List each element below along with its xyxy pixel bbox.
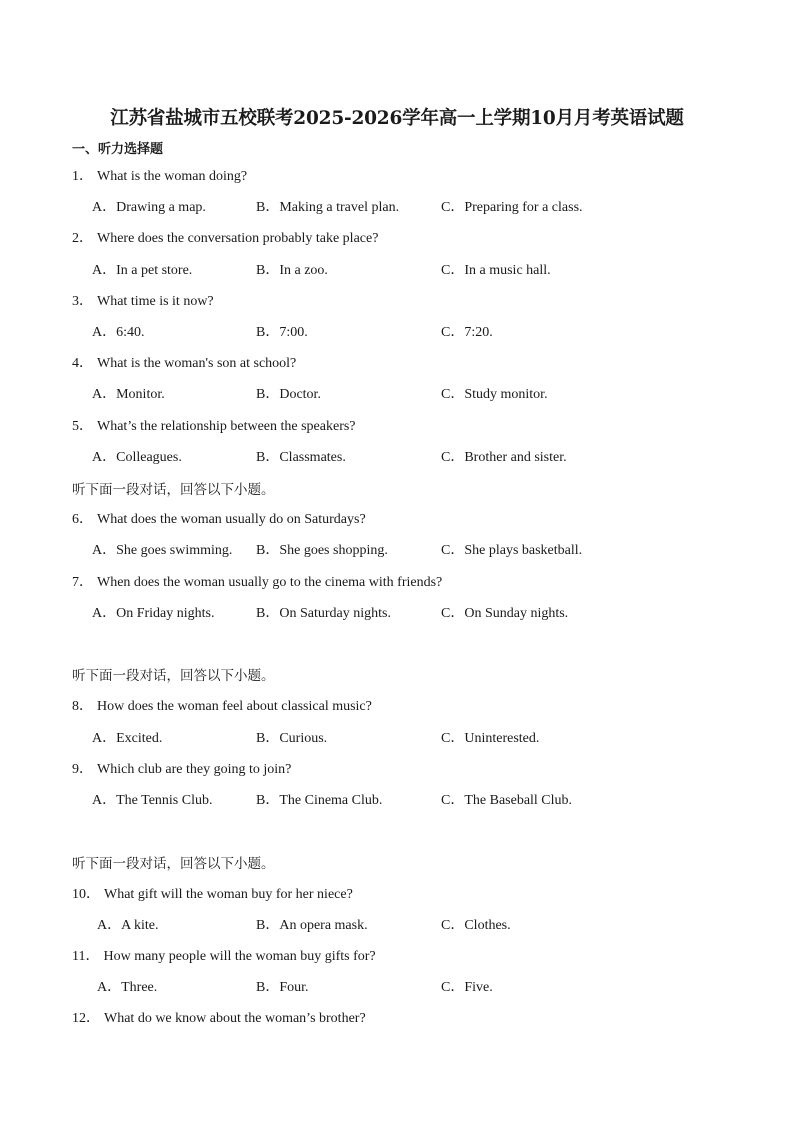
option-10a: A．A kite.	[97, 918, 159, 933]
option-6a: A．She goes swimming.	[92, 543, 233, 558]
option-9c: C．The Baseball Club.	[441, 793, 573, 808]
option-11b: B．Four.	[256, 980, 309, 995]
option-5a: A．Colleagues.	[92, 450, 182, 465]
option-4b: B．Doctor.	[256, 387, 321, 402]
option-3c: C．7:20.	[441, 325, 493, 340]
question-9: 9． Which club are they going to join?	[72, 762, 292, 777]
question-6: 6． What does the woman usually do on Saturdays?	[72, 512, 366, 527]
option-3b: B．7:00.	[256, 325, 308, 340]
option-8c: C．Uninterested.	[441, 731, 540, 746]
question-10: 10． What gift will the woman buy for her niece?	[72, 887, 353, 902]
instruction-2: 听下面一段对话，回答以下小题。	[72, 668, 275, 684]
question-2: 2． Where does the conversation probably take place?	[72, 231, 379, 246]
option-2c: C．In a music hall.	[441, 263, 551, 278]
option-8b: B．Curious.	[256, 731, 328, 746]
instruction-3: 听下面一段对话，回答以下小题。	[72, 856, 275, 872]
option-1b: B．Making a travel plan.	[256, 200, 400, 215]
option-1a: A．Drawing a map.	[92, 200, 206, 215]
question-5: 5． What’s the relationship between the speakers?	[72, 419, 356, 434]
option-7b: B．On Saturday nights.	[256, 606, 391, 621]
question-12: 12． What do we know about the woman’s brother?	[72, 1011, 366, 1026]
question-8: 8． How does the woman feel about classical music?	[72, 699, 372, 714]
option-5b: B．Classmates.	[256, 450, 346, 465]
question-3: 3． What time is it now?	[72, 294, 214, 309]
option-10c: C．Clothes.	[441, 918, 511, 933]
question-1: 1． What is the woman doing?	[72, 169, 248, 184]
option-4a: A．Monitor.	[92, 387, 165, 402]
option-3a: A．6:40.	[92, 325, 145, 340]
option-11a: A．Three.	[97, 980, 158, 995]
option-7c: C．On Sunday nights.	[441, 606, 569, 621]
section-heading: 一、听力选择题	[72, 142, 164, 157]
option-4c: C．Study monitor.	[441, 387, 548, 402]
option-9a: A．The Tennis Club.	[92, 793, 213, 808]
option-6c: C．She plays basketball.	[441, 543, 583, 558]
page-title: 江苏省盐城市五校联考2025-2026学年高一上学期10月月考英语试题	[110, 108, 684, 129]
question-7: 7． When does the woman usually go to the cinema with friends?	[72, 575, 443, 590]
option-2b: B．In a zoo.	[256, 263, 328, 278]
option-5c: C．Brother and sister.	[441, 450, 567, 465]
option-9b: B．The Cinema Club.	[256, 793, 383, 808]
question-11: 11． How many people will the woman buy gifts for?	[72, 949, 376, 964]
instruction-1: 听下面一段对话，回答以下小题。	[72, 482, 275, 498]
option-2a: A．In a pet store.	[92, 263, 193, 278]
option-8a: A．Excited.	[92, 731, 163, 746]
option-11c: C．Five.	[441, 980, 493, 995]
option-6b: B．She goes shopping.	[256, 543, 388, 558]
question-4: 4． What is the woman's son at school?	[72, 356, 297, 371]
option-7a: A．On Friday nights.	[92, 606, 215, 621]
option-10b: B．An opera mask.	[256, 918, 368, 933]
option-1c: C．Preparing for a class.	[441, 200, 583, 215]
